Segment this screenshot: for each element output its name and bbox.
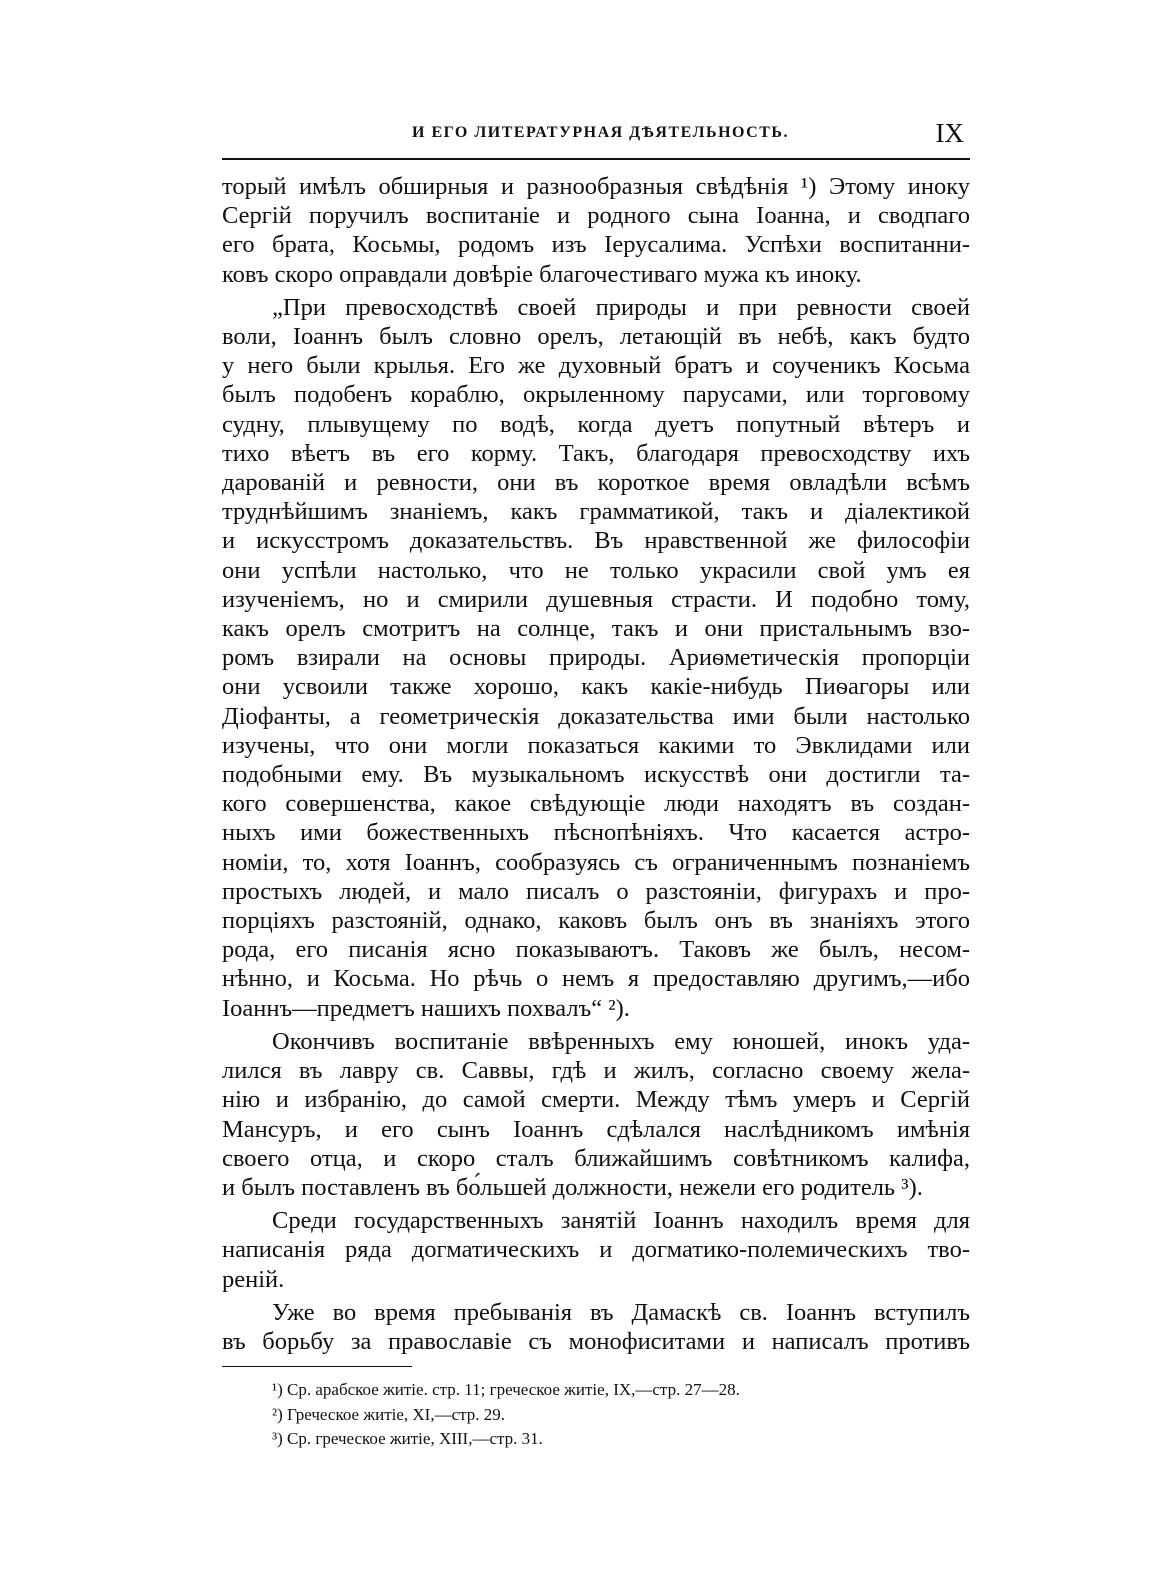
text-line: своего отца, и скоро сталъ ближайшимъ совѣтникомъ калифа, (222, 1144, 970, 1172)
text-line: былъ подобенъ кораблю, окрыленному парусами, или торговому (222, 381, 970, 409)
text-line: порціяхъ разстояній, однако, каковъ былъ онъ въ знаніяхъ этого (222, 907, 970, 935)
paragraph-1 (222, 172, 970, 289)
text-line: Мансуръ, и его сынъ Іоаннъ сдѣлался наслѣдникомъ имѣнія (222, 1115, 970, 1143)
text-line: „При превосходствѣ своей природы и при ревности своей (272, 293, 970, 321)
text-line: тихо вѣетъ въ его корму. Такъ, благодаря превосходству ихъ (222, 439, 970, 467)
text-line: Уже во время пребыванія въ Дамаскѣ св. Іоаннъ вступилъ (272, 1298, 970, 1326)
text-line: его брата, Косьмы, родомъ изъ Іерусалима. Успѣхи воспитанни- (222, 231, 970, 259)
text-line: дарованій и ревности, они въ короткое время овладѣли всѣмъ (222, 469, 970, 497)
page-header (222, 118, 970, 160)
footnote-1: ¹) Ср. арабское житіе. стр. 11; греческое житіе, IX,—стр. 27—28. (272, 1380, 740, 1399)
paragraph-3 (222, 1027, 970, 1202)
text-line: изученіемъ, но и смирили душевныя страсти. И подобно тому, (222, 585, 970, 613)
footnote-3: ³) Ср. греческое житіе, XIII,—стр. 31. (272, 1429, 543, 1448)
text-line: Среди государственныхъ занятій Іоаннъ находилъ время для (272, 1207, 970, 1235)
text-line: номіи, то, хотя Іоаннъ, сообразуясь съ ограниченнымъ познаніемъ (222, 848, 970, 876)
running-title: И ЕГО ЛИТЕРАТУРНАЯ ДѢЯТЕЛЬНОСТЬ. (412, 124, 789, 141)
main-text (222, 172, 970, 1356)
text-line: торый имѣлъ обширныя и разнообразныя свѣдѣнія ¹) Этому иноку (222, 173, 970, 200)
text-line: какъ орелъ смотритъ на солнце, такъ и они пристальнымъ взо- (222, 615, 970, 643)
text-line: труднѣйшимъ знаніемъ, какъ грамматикой, такъ и діалектикой (222, 498, 970, 526)
text-line: рода, его писанія ясно показываютъ. Таковъ же былъ, несом- (222, 936, 970, 964)
text-line: и искусстромъ доказательствъ. Въ нравственной же философіи (222, 527, 970, 555)
text-line: и былъ поставленъ въ бо́льшей должности, нежели его родитель ³). (222, 1173, 923, 1201)
text-line: простыхъ людей, и мало писалъ о разстояніи, фигурахъ и про- (222, 877, 970, 905)
footnote-2: ²) Греческое житіе, XI,—стр. 29. (272, 1404, 506, 1424)
paragraph-5 (222, 1298, 970, 1356)
text-line: кого совершенства, какое свѣдующіе люди находятъ въ создан- (222, 790, 970, 818)
text-line: судну, плывущему по водѣ, когда дуетъ попутный вѣтеръ и (222, 410, 970, 438)
text-line: они успѣли настолько, что не только украсили свой умъ ея (222, 556, 970, 584)
text-line: лился въ лавру св. Саввы, гдѣ и жилъ, согласно своему жела- (222, 1057, 970, 1085)
text-line: въ борьбу за православіе съ монофиситами и написалъ противъ (222, 1327, 970, 1355)
text-line: Іоаннъ—предметъ нашихъ похвалъ“ ²). (222, 994, 630, 1022)
text-line: воли, Іоаннъ былъ словно орелъ, летающій въ небѣ, какъ будто (222, 323, 970, 351)
text-line: реній. (222, 1265, 285, 1293)
text-line: Сергій поручилъ воспитаніе и родного сына Іоанна, и сводпаго (222, 202, 970, 230)
text-line: они усвоили также хорошо, какъ какіе-нибудь Пиѳагоры или (222, 673, 970, 701)
text-line: ковъ скоро оправдали довѣріе благочестиваго мужа къ иноку. (222, 260, 862, 288)
text-line: Окончивъ воспитаніе ввѣренныхъ ему юношей, инокъ уда- (272, 1027, 970, 1055)
paragraph-4 (222, 1206, 970, 1294)
text-line: нію и избранію, до самой смерти. Между тѣмъ умеръ и Сергій (222, 1086, 970, 1114)
text-line: ромъ взирали на основы природы. Ариѳметическія пропорціи (222, 644, 970, 672)
paragraph-2 (222, 293, 970, 1023)
text-line: нѣнно, и Косьма. Но рѣчь о немъ я предоставляю другимъ,—ибо (222, 965, 970, 993)
text-line: изучены, что они могли показаться какими то Эвклидами или (222, 731, 970, 759)
footnote-divider (222, 1366, 412, 1367)
page-number: IX (935, 118, 964, 148)
text-line: подобными ему. Въ музыкальномъ искусствѣ они достигли та- (222, 761, 970, 789)
footnotes (272, 1378, 972, 1452)
text-line: ныхъ ими божественныхъ пѣснопѣніяхъ. Что касается астро- (222, 819, 970, 847)
text-line: написанія ряда догматическихъ и догматико-полемическихъ тво- (222, 1236, 970, 1264)
text-line: Діофанты, а геометрическія доказательства ими были настолько (222, 702, 970, 730)
text-line: у него были крылья. Его же духовный братъ и соученикъ Косьма (222, 352, 970, 380)
